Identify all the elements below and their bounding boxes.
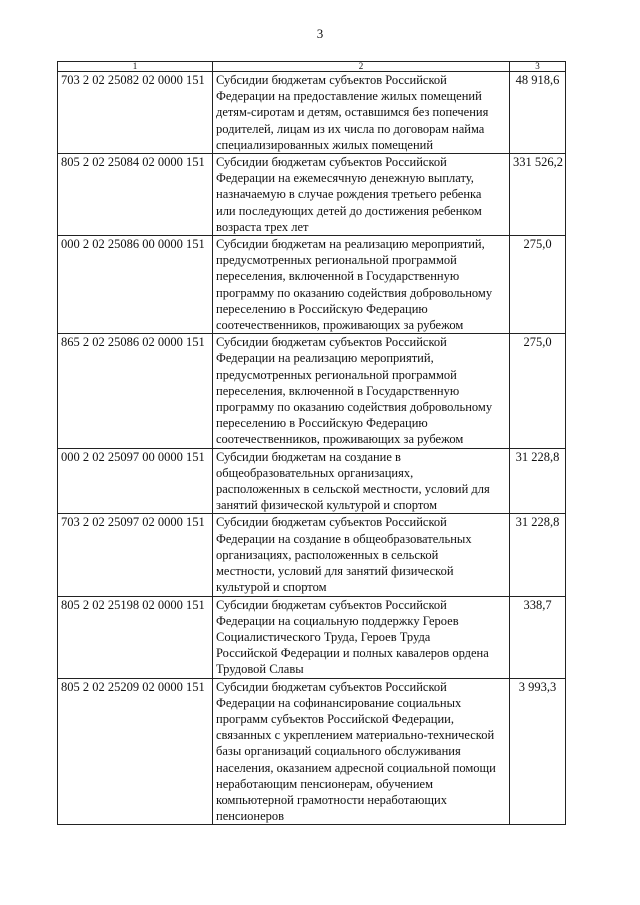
description-line: связанных с укреплением материально-технической — [216, 728, 495, 743]
amount-value: 331 526,2 — [510, 154, 566, 236]
description-line: специализированных жилых помещений — [216, 137, 434, 152]
description-line: Российской Федерации и полных кавалеров ордена — [216, 646, 489, 661]
table-row — [58, 596, 566, 678]
table-body — [58, 72, 566, 825]
description-line: возраста трех лет — [216, 219, 309, 234]
table-row — [58, 334, 566, 448]
description-line: программу по оказанию содействия добровольному — [216, 285, 493, 300]
budget-code: 805 2 02 25198 02 0000 151 — [58, 596, 213, 678]
description-line: родителей, лицам из их числа по договорам найма — [216, 121, 485, 136]
subsidy-description — [213, 154, 510, 236]
description-line: Федерации на предоставление жилых помещений — [216, 89, 482, 104]
description-line: компьютерной грамотности неработающих — [216, 792, 447, 807]
description-line: Субсидии бюджетам субъектов Российской — [216, 679, 447, 694]
description-line: Субсидии бюджетам субъектов Российской — [216, 335, 447, 350]
budget-table — [57, 61, 566, 825]
description-line: Федерации на социальную поддержку Героев — [216, 613, 459, 628]
table-row — [58, 678, 566, 825]
budget-code: 000 2 02 25086 00 0000 151 — [58, 236, 213, 334]
description-line: программ субъектов Российской Федерации, — [216, 711, 454, 726]
description-line: Субсидии бюджетам на реализацию мероприятий, — [216, 237, 485, 252]
amount-value: 275,0 — [510, 236, 566, 334]
budget-code: 703 2 02 25082 02 0000 151 — [58, 72, 213, 154]
description-line: населения, оказанием адресной социальной помощи — [216, 760, 496, 775]
description-line: пенсионеров — [216, 809, 285, 824]
amount-value: 275,0 — [510, 334, 566, 448]
description-line: детям-сиротам и детям, оставшимся без попечения — [216, 105, 489, 120]
budget-code: 805 2 02 25209 02 0000 151 — [58, 678, 213, 825]
description-line: неработающим пенсионерам, обучением — [216, 776, 433, 791]
description-line: переселению в Российскую Федерацию — [216, 301, 428, 316]
description-line: переселению в Российскую Федерацию — [216, 416, 428, 431]
description-line: Субсидии бюджетам субъектов Российской — [216, 515, 447, 530]
description-line: Федерации на создание в общеобразовательных — [216, 531, 472, 546]
description-line: Федерации на ежемесячную денежную выплату, — [216, 171, 474, 186]
amount-value: 31 228,8 — [510, 514, 566, 596]
amount-value: 31 228,8 — [510, 448, 566, 514]
description-line: общеобразовательных организациях, — [216, 465, 414, 480]
description-line: или последующих детей до достижения ребенком — [216, 203, 482, 218]
subsidy-description — [213, 236, 510, 334]
description-line: назначаемую в случае рождения третьего ребенка — [216, 187, 482, 202]
budget-code: 865 2 02 25086 02 0000 151 — [58, 334, 213, 448]
description-line: Субсидии бюджетам субъектов Российской — [216, 155, 447, 170]
amount-value: 3 993,3 — [510, 678, 566, 825]
subsidy-description — [213, 678, 510, 825]
subsidy-description — [213, 334, 510, 448]
page-number: 3 — [316, 26, 324, 41]
description-line: организациях, расположенных в сельской — [216, 547, 439, 562]
description-line: Социалистического Труда, Героев Труда — [216, 629, 431, 644]
description-line: расположенных в сельской местности, условий для — [216, 482, 490, 497]
description-line: переселения, включенной в Государственную — [216, 269, 460, 284]
description-line: местности, условий для занятий физической — [216, 564, 454, 579]
description-line: Федерации на софинансирование социальных — [216, 695, 462, 710]
description-line: Субсидии бюджетам субъектов Российской — [216, 597, 447, 612]
description-line: культурой и спортом — [216, 580, 327, 595]
budget-code: 805 2 02 25084 02 0000 151 — [58, 154, 213, 236]
description-line: Трудовой Славы — [216, 662, 304, 677]
description-line: предусмотренных региональной программой — [216, 253, 457, 268]
table-row — [58, 448, 566, 514]
table-row — [58, 72, 566, 154]
budget-code: 703 2 02 25097 02 0000 151 — [58, 514, 213, 596]
description-line: Субсидии бюджетам на создание в — [216, 449, 401, 464]
description-line: предусмотренных региональной программой — [216, 367, 457, 382]
table-header-row — [58, 62, 566, 72]
description-line: базы организаций социального обслуживания — [216, 744, 461, 759]
column-header-1: 1 — [58, 62, 213, 72]
description-line: Субсидии бюджетам субъектов Российской — [216, 73, 447, 87]
description-line: программу по оказанию содействия добровольному — [216, 400, 493, 415]
description-line: Федерации на реализацию мероприятий, — [216, 351, 434, 366]
subsidy-description — [213, 514, 510, 596]
description-line: соотечественников, проживающих за рубежом — [216, 432, 464, 447]
subsidy-description — [213, 72, 510, 154]
description-line: переселения, включенной в Государственную — [216, 383, 460, 398]
amount-value: 48 918,6 — [510, 72, 566, 154]
description-line: соотечественников, проживающих за рубежом — [216, 318, 464, 333]
subsidy-description — [213, 596, 510, 678]
column-header-3: 3 — [510, 62, 566, 72]
table-row — [58, 514, 566, 596]
description-line: занятий физической культурой и спортом — [216, 498, 438, 513]
table-row — [58, 236, 566, 334]
amount-value: 338,7 — [510, 596, 566, 678]
table-row — [58, 154, 566, 236]
budget-code: 000 2 02 25097 00 0000 151 — [58, 448, 213, 514]
subsidy-description — [213, 448, 510, 514]
column-header-2: 2 — [213, 62, 510, 72]
